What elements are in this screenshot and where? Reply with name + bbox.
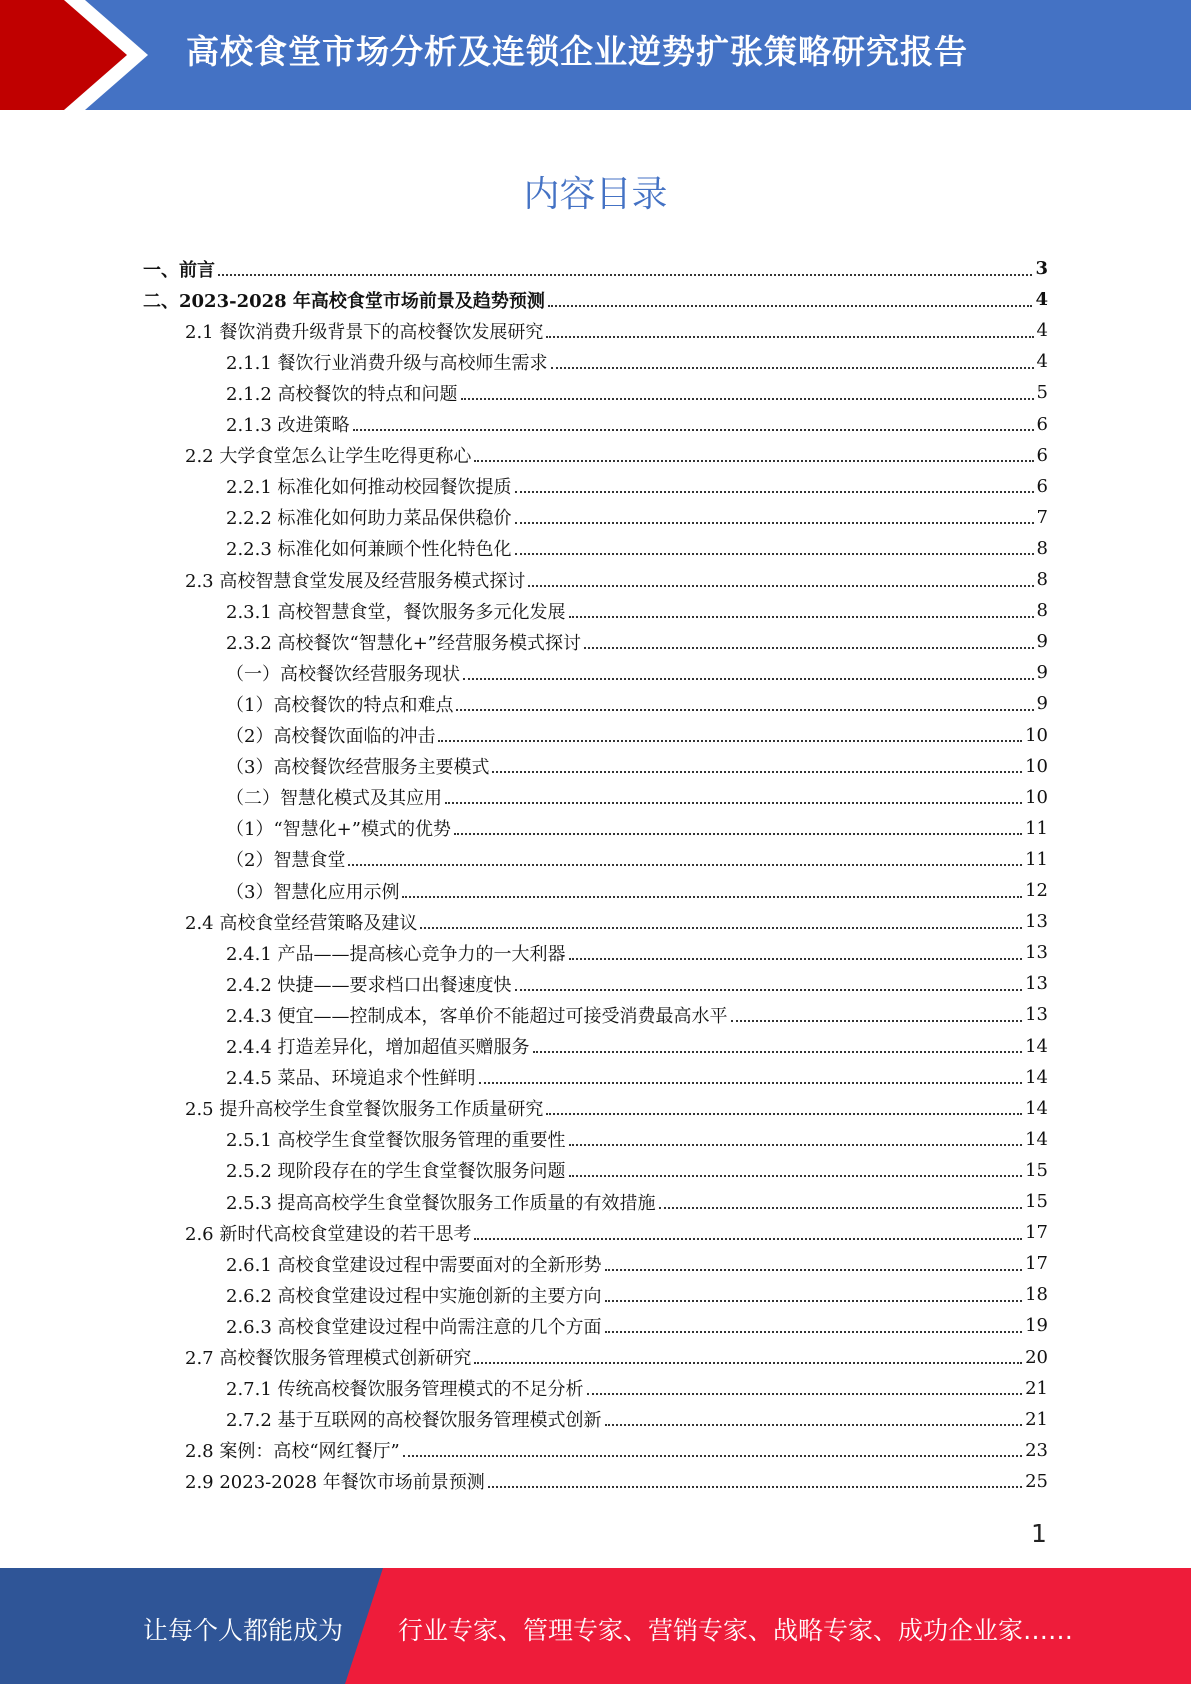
- toc-entry-page: 8: [1036, 569, 1048, 590]
- toc-entry-label: （二）智慧化模式及其应用: [226, 788, 442, 810]
- toc-entry[interactable]: [185, 440, 1048, 471]
- toc-entry[interactable]: [185, 1466, 1048, 1497]
- toc-entry-page: 12: [1025, 880, 1048, 901]
- toc-entry[interactable]: [226, 595, 1048, 626]
- toc-entry[interactable]: [226, 1124, 1048, 1155]
- toc-entry-label: 2.1.3 改进策略: [226, 415, 350, 436]
- toc-entry[interactable]: [226, 937, 1048, 968]
- toc-entry[interactable]: [185, 1217, 1048, 1248]
- toc-entry-page: 8: [1036, 600, 1048, 622]
- toc-entry-label: 2.2.3 标准化如何兼顾个性化特色化: [226, 539, 512, 561]
- toc-entry[interactable]: [226, 751, 1048, 782]
- toc-dot-leader: [515, 522, 1034, 524]
- toc-dot-leader: [569, 958, 1023, 960]
- report-title: 高校食堂市场分析及连锁企业逆势扩张策略研究报告: [186, 32, 968, 71]
- toc-dot-leader: [569, 1175, 1023, 1177]
- toc-entry[interactable]: [226, 1186, 1048, 1217]
- page-number: 1: [1031, 1519, 1047, 1548]
- toc-dot-leader: [551, 367, 1034, 369]
- toc-entry-label: 2.2.2 标准化如何助力菜品保供稳价: [226, 508, 512, 530]
- toc-entry-page: 21: [1025, 1408, 1048, 1430]
- toc-entry-page: 18: [1025, 1284, 1048, 1306]
- toc-entry-page: 4: [1036, 320, 1048, 342]
- page-header: [0, 0, 1191, 110]
- toc-entry[interactable]: [226, 657, 1048, 688]
- toc-entry-label: 二、2023-2028 年高校食堂市场前景及趋势预测: [143, 290, 545, 312]
- toc-entry[interactable]: [143, 284, 1048, 315]
- toc-entry-label: 2.6.3 高校食堂建设过程中尚需注意的几个方面: [226, 1316, 602, 1338]
- toc-dot-leader: [584, 647, 1034, 649]
- toc-dot-leader: [353, 429, 1034, 431]
- toc-dot-leader: [515, 989, 1023, 991]
- toc-entry-page: 8: [1036, 537, 1048, 559]
- toc-dot-leader: [569, 616, 1034, 618]
- toc-entry-label: 2.8 案例：高校“网红餐厅”: [185, 1441, 400, 1463]
- toc-entry-page: 14: [1025, 1035, 1048, 1057]
- toc-dot-leader: [348, 864, 1022, 866]
- toc-entry[interactable]: [226, 377, 1048, 408]
- toc-entry-page: 6: [1036, 413, 1048, 435]
- toc-entry[interactable]: [226, 471, 1048, 502]
- toc-entry-label: （1）高校餐饮的特点和难点: [226, 694, 454, 716]
- toc-entry-page: 23: [1025, 1439, 1048, 1461]
- toc-entry[interactable]: [226, 1155, 1048, 1186]
- toc-entry-page: 11: [1025, 817, 1048, 839]
- toc-dot-leader: [456, 709, 1033, 711]
- toc-entry-label: （3）高校餐饮经营服务主要模式: [226, 757, 490, 779]
- toc-entry-page: 9: [1036, 693, 1048, 715]
- toc-entry-label: 2.6 新时代高校食堂建设的若干思考: [185, 1223, 472, 1245]
- toc-entry-page: 10: [1025, 724, 1048, 746]
- toc-entry-page: 6: [1036, 444, 1048, 466]
- toc-entry-label: 2.7.2 基于互联网的高校餐饮服务管理模式创新: [226, 1410, 602, 1432]
- toc-entry-page: 13: [1025, 973, 1048, 995]
- toc-entry-page: 10: [1025, 755, 1048, 777]
- toc-entry[interactable]: [226, 782, 1048, 813]
- toc-dot-leader: [492, 771, 1022, 773]
- toc-entry-label: 2.4.4 打造差异化，增加超值买赠服务: [226, 1037, 530, 1058]
- toc-entry-label: 2.1.2 高校餐饮的特点和问题: [226, 383, 458, 405]
- toc-dot-leader: [528, 585, 1033, 587]
- toc-dot-leader: [218, 274, 1032, 276]
- toc-dot-leader: [605, 1331, 1023, 1333]
- toc-entry-label: 2.5.1 高校学生食堂餐饮服务管理的重要性: [226, 1130, 566, 1152]
- toc-entry-page: 19: [1025, 1315, 1048, 1337]
- toc-dot-leader: [659, 1207, 1023, 1209]
- toc-entry[interactable]: [226, 502, 1048, 533]
- toc-dot-leader: [461, 398, 1034, 400]
- page-footer: [0, 1568, 1191, 1684]
- toc-entry-label: 2.1 餐饮消费升级背景下的高校餐饮发展研究: [185, 321, 544, 343]
- toc-entry[interactable]: [226, 1031, 1048, 1062]
- toc-dot-leader: [402, 896, 1022, 898]
- toc-entry-label: （1）“智慧化+”模式的优势: [226, 819, 451, 841]
- toc-entry[interactable]: [226, 1279, 1048, 1310]
- toc-entry[interactable]: [226, 1248, 1048, 1279]
- toc-dot-leader: [479, 1082, 1023, 1084]
- toc-dot-leader: [533, 1051, 1023, 1053]
- toc-entry-label: 2.3 高校智慧食堂发展及经营服务模式探讨: [185, 570, 526, 592]
- toc-entry-page: 4: [1036, 351, 1048, 373]
- toc-entry[interactable]: [185, 1093, 1048, 1124]
- toc-entry-page: 14: [1025, 1097, 1048, 1119]
- toc-entry-page: 13: [1025, 911, 1048, 933]
- toc-dot-leader: [474, 1238, 1022, 1240]
- toc-entry[interactable]: [226, 1310, 1048, 1341]
- toc-entry-page: 6: [1036, 475, 1048, 497]
- toc-dot-leader: [515, 491, 1034, 493]
- toc-entry[interactable]: [226, 533, 1048, 564]
- toc-entry-label: 2.7.1 传统高校餐饮服务管理模式的不足分析: [226, 1379, 584, 1401]
- toc-entry-label: 2.4.2 快捷——要求档口出餐速度快: [226, 974, 512, 996]
- toc-entry-label: 2.6.2 高校食堂建设过程中实施创新的主要方向: [226, 1285, 602, 1307]
- toc-entry-page: 21: [1025, 1377, 1048, 1399]
- toc-entry[interactable]: [226, 999, 1048, 1030]
- toc-entry[interactable]: [143, 253, 1048, 284]
- toc-entry-page: 10: [1025, 786, 1048, 808]
- toc-entry[interactable]: [185, 564, 1048, 595]
- toc-entry-page: 15: [1025, 1159, 1048, 1181]
- toc-entry-page: 25: [1025, 1470, 1048, 1492]
- toc-entry-label: （2）智慧食堂: [226, 850, 346, 872]
- toc-entry[interactable]: [226, 875, 1048, 906]
- toc-entry-label: 2.5.3 提高高校学生食堂餐饮服务工作质量的有效措施: [226, 1192, 656, 1214]
- toc-entry-label: 2.1.1 餐饮行业消费升级与高校师生需求: [226, 352, 548, 374]
- toc-entry-label: （2）高校餐饮面临的冲击: [226, 726, 436, 747]
- toc-entry-label: 2.5 提升高校学生食堂餐饮服务工作质量研究: [185, 1099, 544, 1121]
- toc-entry[interactable]: [226, 626, 1048, 657]
- toc-entry-label: 2.3.2 高校餐饮“智慧化+”经营服务模式探讨: [226, 632, 582, 654]
- toc-dot-leader: [548, 305, 1033, 307]
- toc-dot-leader: [454, 833, 1022, 835]
- toc-entry-page: 11: [1025, 848, 1048, 870]
- toc-entry-label: 2.4.5 菜品、环境追求个性鲜明: [226, 1068, 476, 1090]
- toc-entry-page: 14: [1025, 1128, 1048, 1150]
- toc-entry-page: 13: [1025, 1004, 1048, 1026]
- toc-entry-label: 2.6.1 高校食堂建设过程中需要面对的全新形势: [226, 1254, 602, 1276]
- toc-dot-leader: [474, 1362, 1022, 1364]
- toc-entry[interactable]: [226, 1404, 1048, 1435]
- toc-entry[interactable]: [226, 720, 1048, 751]
- toc-entry-page: 3: [1035, 258, 1048, 279]
- toc-entry-label: 2.5.2 现阶段存在的学生食堂餐饮服务问题: [226, 1161, 566, 1183]
- toc-dot-leader: [605, 1300, 1023, 1302]
- toc-entry-page: 17: [1025, 1253, 1048, 1275]
- toc-entry-label: 一、前言: [143, 259, 215, 281]
- toc-entry-page: 9: [1036, 631, 1048, 653]
- toc-entry-page: 9: [1036, 662, 1048, 684]
- toc-entry-label: 2.2.1 标准化如何推动校园餐饮提质: [226, 477, 512, 499]
- toc-entry[interactable]: [226, 968, 1048, 999]
- toc-entry-page: 4: [1035, 289, 1048, 311]
- toc-entry-label: （3）智慧化应用示例: [226, 881, 400, 903]
- toc-entry[interactable]: [185, 315, 1048, 346]
- toc-entry-page: 20: [1025, 1346, 1048, 1368]
- toc-entry-page: 17: [1025, 1222, 1048, 1244]
- toc-entry-page: 13: [1025, 942, 1048, 964]
- toc-dot-leader: [420, 927, 1022, 929]
- toc-entry-label: 2.4.1 产品——提高核心竞争力的一大利器: [226, 943, 566, 965]
- toc-entry[interactable]: [226, 813, 1048, 844]
- footer-slogan-right: 行业专家、管理专家、营销专家、战略专家、成功企业家……: [398, 1616, 1074, 1645]
- toc-dot-leader: [488, 1486, 1022, 1488]
- toc-dot-leader: [438, 740, 1022, 742]
- toc-dot-leader: [569, 1144, 1023, 1146]
- toc-entry-label: 2.3.1 高校智慧食堂，餐饮服务多元化发展: [226, 601, 566, 623]
- toc-entry[interactable]: [185, 1435, 1048, 1466]
- toc-entry-page: 15: [1025, 1191, 1048, 1212]
- toc-dot-leader: [546, 336, 1033, 338]
- toc-entry[interactable]: [226, 1062, 1048, 1093]
- toc-entry-label: 2.7 高校餐饮服务管理模式创新研究: [185, 1348, 472, 1369]
- toc-entry[interactable]: [185, 906, 1048, 937]
- toc-dot-leader: [605, 1424, 1023, 1426]
- toc-dot-leader: [403, 1455, 1022, 1457]
- toc-entry-label: 2.4 高校食堂经营策略及建议: [185, 912, 418, 934]
- toc-dot-leader: [546, 1113, 1022, 1115]
- toc-entry[interactable]: [185, 1342, 1048, 1373]
- toc-entry-label: 2.4.3 便宜——控制成本，客单价不能超过可接受消费最高水平: [226, 1005, 728, 1027]
- toc-dot-leader: [474, 460, 1033, 462]
- toc-dot-leader: [587, 1393, 1023, 1395]
- toc-entry-label: 2.9 2023-2028 年餐饮市场前景预测: [185, 1472, 485, 1494]
- toc-dot-leader: [605, 1269, 1023, 1271]
- toc-dot-leader: [445, 802, 1022, 804]
- toc-entry-page: 14: [1025, 1066, 1048, 1088]
- footer-slogan-left: 让每个人都能成为: [143, 1616, 344, 1645]
- toc-dot-leader: [515, 553, 1034, 555]
- toc-entry[interactable]: [226, 1373, 1048, 1404]
- toc-dot-leader: [463, 678, 1034, 680]
- toc-entry-label: （一）高校餐饮经营服务现状: [226, 663, 460, 685]
- toc-entry-page: 5: [1036, 382, 1048, 404]
- toc-heading: 内容目录: [523, 174, 668, 215]
- toc-dot-leader: [731, 1020, 1023, 1022]
- toc-entry-label: 2.2 大学食堂怎么让学生吃得更称心: [185, 446, 472, 468]
- toc-entry[interactable]: [226, 688, 1048, 719]
- toc-entry[interactable]: [226, 409, 1048, 440]
- toc-entry-page: 7: [1036, 506, 1048, 528]
- toc-entry[interactable]: [226, 844, 1048, 875]
- toc-entry[interactable]: [226, 346, 1048, 377]
